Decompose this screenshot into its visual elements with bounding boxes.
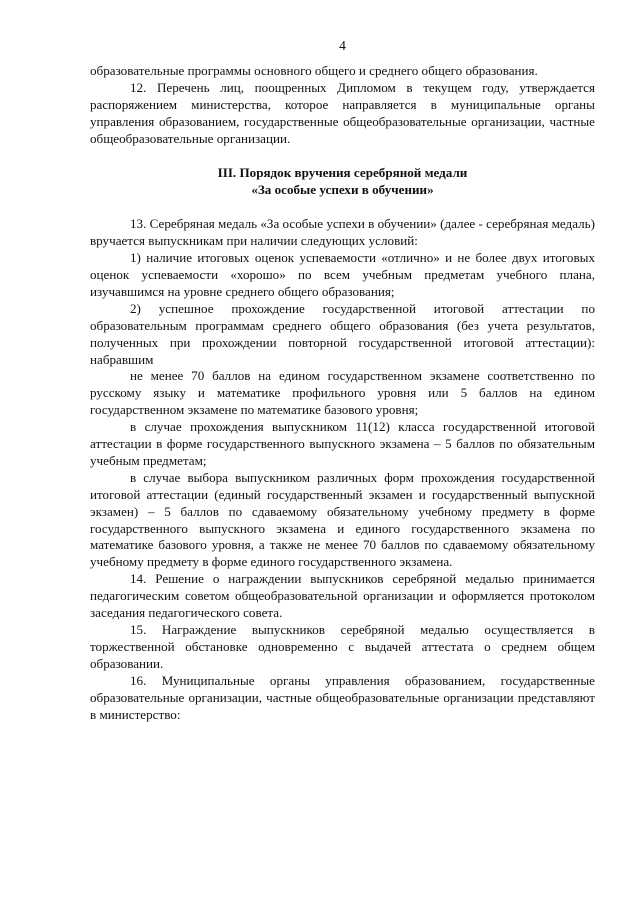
paragraph-13-item-2-score-ege: не менее 70 баллов на едином государственном экзамене соответственно по русскому языку и математике профильного уровня или 5 баллов на едином государственном экзамене по математике базового уровня; (90, 368, 595, 418)
paragraph-13-item-2-score-mixed: в случае выбора выпускником различных форм прохождения государственной итоговой аттестации (единый государственный экзамен и государственный выпускной экзамен) – 5 баллов по сдаваемому обязательному учебному предмету в форме государственного выпускного экзамена и единого государственного экзамена по математике базового уровня, а также не менее 70 баллов по сдаваемому обязательному учебному предмету в форме единого государственного экзамена. (90, 469, 595, 570)
paragraph-14: 14. Решение о награждении выпускников серебряной медалью принимается педагогическим советом общеобразовательной организации и оформляется протоколом заседания педагогического совета. (90, 571, 595, 621)
paragraph-13-item-2-score-gve: в случае прохождения выпускником 11(12) класса государственной итоговой аттестации в форме государственного выпускного экзамена – 5 баллов по обязательным учебным предметам; (90, 419, 595, 468)
document-page (90, 38, 595, 723)
paragraph-13-item-1: 1) наличие итоговых оценок успеваемости «отлично» и не более двух итоговых оценок успеваемости «хорошо» по всем учебным предметам учебного плана, изучавшимся на уровне среднего общего образования; (90, 250, 595, 299)
paragraph-15: 15. Награждение выпускников серебряной медалью осуществляется в торжественной обстановке одновременно с выдачей аттестата о среднем общем образовании. (90, 622, 595, 671)
paragraph-16: 16. Муниципальные органы управления образованием, государственные образовательные организации, частные общеобразовательные организации представляют в министерство: (90, 672, 595, 722)
paragraph-continuation: образовательные программы основного общего и среднего общего образования. (90, 62, 538, 78)
section-title-line-1: III. Порядок вручения серебряной медали (217, 165, 468, 181)
paragraph-13-item-2: 2) успешное прохождение государственной итоговой аттестации по образовательным программам среднего общего образования (без учета результатов, полученных при прохождении повторной государственной итоговой аттестации): набравшим (90, 300, 595, 367)
spacer (90, 199, 595, 216)
page-number: 4 (339, 38, 346, 53)
paragraph-12: 12. Перечень лиц, поощренных Дипломом в текущем году, утверждается распоряжением министерства, которое направляется в муниципальные органы управления образованием, государственные общеобразовательные организации, частные общеобразовательные организации. (90, 79, 595, 146)
paragraph-13: 13. Серебряная медаль «За особые успехи в обучении» (далее - серебряная медаль) вручается выпускникам при наличии следующих условий: (90, 216, 595, 249)
section-title-line-2: «За особые успехи в обучении» (251, 182, 434, 198)
spacer (90, 147, 595, 165)
